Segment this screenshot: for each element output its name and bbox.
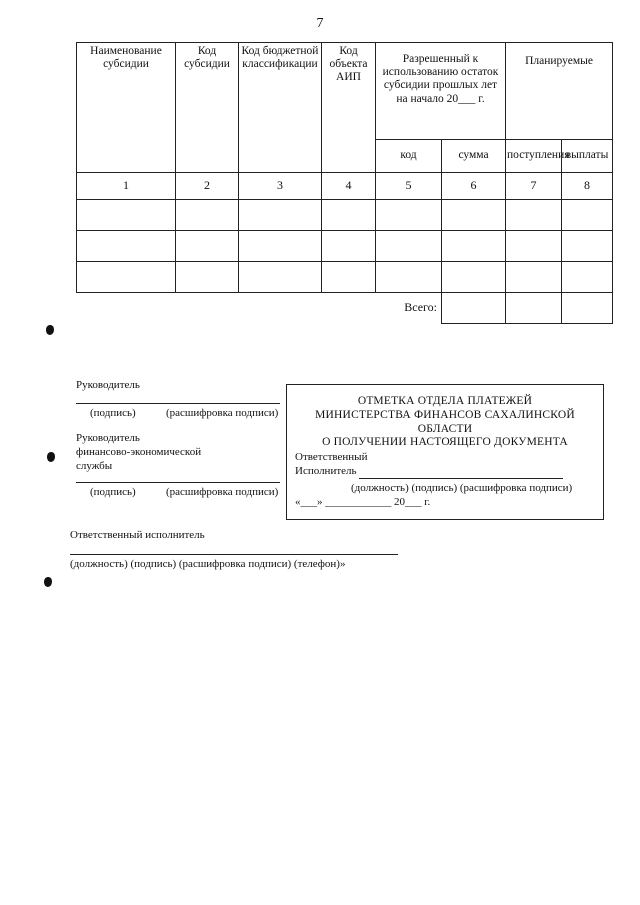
table-row [77, 262, 613, 293]
table-cell [322, 262, 376, 293]
table-cell [442, 200, 506, 231]
responsible-label: Ответственный исполнитель [70, 529, 205, 541]
fin-head-label: службы [76, 460, 113, 472]
stamp-date-line: «___» ____________ 20___ г. [295, 496, 431, 508]
table-cell [562, 262, 613, 293]
stamp-title-line: О ПОЛУЧЕНИИ НАСТОЯЩЕГО ДОКУМЕНТА [322, 436, 568, 449]
total-cell [506, 293, 562, 324]
fin-signature-caption: (подпись) [90, 486, 136, 498]
stamp-title-line: МИНИСТЕРСТВА ФИНАНСОВ САХАЛИНСКОЙ ОБЛАСТИ [315, 408, 575, 435]
stamp-responsible-label: Ответственный [295, 451, 368, 463]
header-planned: Планируемые [506, 43, 613, 140]
column-number: 3 [239, 173, 322, 200]
table-cell [239, 262, 322, 293]
table-cell [322, 200, 376, 231]
subsidy-table [76, 42, 613, 324]
column-number: 5 [376, 173, 442, 200]
head-label: Руководитель [76, 379, 140, 391]
table-cell [442, 262, 506, 293]
table-cell [176, 262, 239, 293]
header-sub-sum: сумма [442, 140, 506, 173]
total-row [77, 293, 613, 324]
header-budget-code: Код бюджетной классификации [239, 43, 322, 173]
fin-head-label: Руководитель [76, 432, 140, 444]
head-signature-caption: (подпись) [90, 407, 136, 419]
column-number: 2 [176, 173, 239, 200]
column-number: 7 [506, 173, 562, 200]
signature-line [76, 482, 280, 483]
signature-line [76, 403, 280, 404]
fin-head-label: финансово-экономической [76, 446, 202, 458]
total-cell [442, 293, 506, 324]
stamp-executor-label: Исполнитель [295, 465, 357, 477]
table-cell [442, 231, 506, 262]
header-allowed-remainder: Разрешенный к использованию остаток субсидии прошлых лет на начало 20___ г. [376, 43, 506, 140]
header-name: Наименование субсидии [77, 43, 176, 173]
table-cell [506, 262, 562, 293]
column-number: 8 [562, 173, 613, 200]
page-number: 7 [316, 16, 324, 31]
stamp-title-line: ОТМЕТКА ОТДЕЛА ПЛАТЕЖЕЙ [357, 395, 533, 407]
total-cell [562, 293, 613, 324]
stamp-title [287, 395, 603, 450]
table-cell [77, 231, 176, 262]
table-cell [376, 231, 442, 262]
payment-department-stamp [286, 384, 604, 520]
table-cell [239, 200, 322, 231]
column-number: 4 [322, 173, 376, 200]
table-cell [376, 262, 442, 293]
head-decrypt-caption: (расшифровка подписи) [166, 407, 279, 419]
scan-blot [46, 325, 54, 335]
table-cell [506, 200, 562, 231]
table-cell [176, 231, 239, 262]
table-cell [176, 200, 239, 231]
header-code: Код субсидии [176, 43, 239, 173]
header-aip-code: Код объекта АИП [322, 43, 376, 173]
table-row [77, 200, 613, 231]
column-number: 1 [77, 173, 176, 200]
table-cell [562, 231, 613, 262]
table-cell [376, 200, 442, 231]
header-sub-payments: выплаты [562, 140, 613, 173]
table-cell [239, 231, 322, 262]
fin-decrypt-caption: (расшифровка подписи) [166, 486, 279, 498]
column-number: 6 [442, 173, 506, 200]
table-cell [77, 262, 176, 293]
table-cell [506, 231, 562, 262]
scan-blot [44, 577, 52, 587]
stamp-caption: (должность) (подпись) (расшифровка подписи) [351, 482, 573, 494]
header-sub-code: код [376, 140, 442, 173]
responsible-caption: (должность) (подпись) (расшифровка подписи) (телефон)» [70, 558, 346, 570]
table-cell [322, 231, 376, 262]
header-sub-receipts: поступления [506, 140, 562, 173]
table-cell [77, 200, 176, 231]
signature-line [359, 478, 563, 479]
table-row [77, 231, 613, 262]
total-label: Всего: [376, 293, 442, 324]
scan-blot [47, 452, 55, 462]
table-cell [562, 200, 613, 231]
signature-line [70, 554, 398, 555]
